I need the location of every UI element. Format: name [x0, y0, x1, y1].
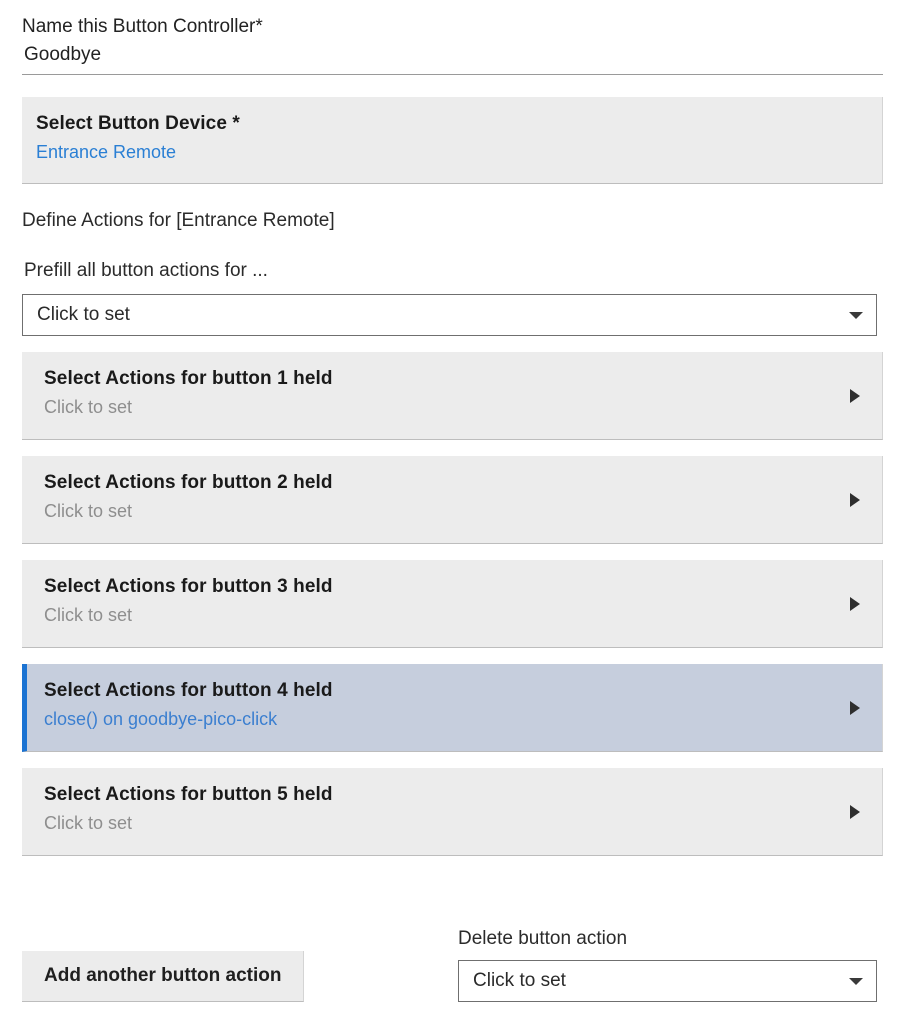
prefill-select-wrap[interactable]: [22, 294, 877, 336]
chevron-right-icon: [850, 597, 860, 611]
bottom-controls: [0, 896, 905, 1016]
add-another-button-action-button[interactable]: Add another button action: [22, 951, 304, 1002]
action-row-value: Click to set: [44, 605, 133, 625]
prefill-select[interactable]: [22, 294, 877, 336]
delete-button-action-select[interactable]: [458, 960, 877, 1002]
action-row-title: Select Actions for button 2 held: [44, 472, 333, 493]
action-row-title: Select Actions for button 5 held: [44, 784, 333, 805]
chevron-right-icon: [850, 805, 860, 819]
chevron-right-icon: [850, 493, 860, 507]
delete-button-action-label: Delete button action: [458, 928, 628, 949]
delete-select-wrap[interactable]: [458, 960, 877, 1002]
prefill-label: Prefill all button actions for ...: [24, 260, 268, 281]
select-button-device-value[interactable]: Entrance Remote: [36, 142, 177, 162]
action-rows-list: [0, 352, 905, 856]
action-row[interactable]: [22, 768, 883, 856]
action-row[interactable]: [22, 352, 883, 440]
chevron-right-icon: [850, 389, 860, 403]
action-row[interactable]: [22, 664, 883, 752]
action-row[interactable]: [22, 456, 883, 544]
delete-button-action-value: Click to set: [473, 970, 566, 991]
controller-name-input[interactable]: [22, 40, 883, 75]
select-button-device-card[interactable]: [22, 97, 883, 184]
action-row-title: Select Actions for button 1 held: [44, 368, 333, 389]
define-actions-text: Define Actions for [Entrance Remote]: [22, 210, 335, 231]
action-row-value: close() on goodbye-pico-click: [44, 709, 278, 729]
select-button-device-label: Select Button Device *: [36, 113, 240, 134]
delete-button-action-group: [458, 926, 877, 1002]
chevron-right-icon: [850, 701, 860, 715]
name-section: [0, 0, 905, 75]
chevron-down-icon: [849, 312, 863, 319]
name-label: Name this Button Controller*: [22, 16, 263, 37]
action-row-value: Click to set: [44, 813, 133, 833]
action-row[interactable]: [22, 560, 883, 648]
action-row-value: Click to set: [44, 397, 133, 417]
prefill-select-value: Click to set: [37, 304, 130, 325]
action-row-title: Select Actions for button 3 held: [44, 576, 333, 597]
action-row-value: Click to set: [44, 501, 133, 521]
action-row-title: Select Actions for button 4 held: [44, 680, 333, 701]
chevron-down-icon: [849, 978, 863, 985]
